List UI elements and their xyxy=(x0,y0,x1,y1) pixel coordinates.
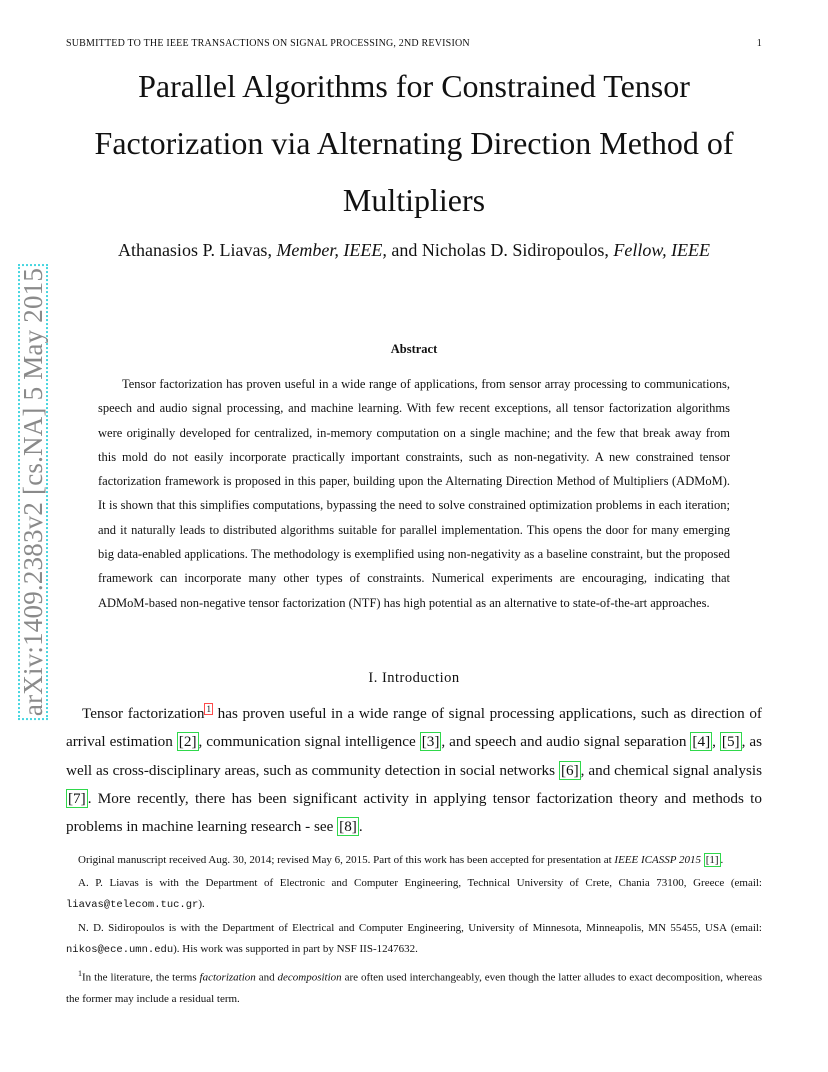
author-1-email: liavas@telecom.tuc.gr xyxy=(66,899,199,911)
running-header xyxy=(66,38,762,52)
citation-link-3[interactable]: [3] xyxy=(421,733,440,751)
intro-text: , xyxy=(712,733,720,751)
intro-text: has proven useful in a wide range of signal processing applications, such as direction of arrival estimation xyxy=(66,705,762,751)
intro-text: , and speech and audio signal separation xyxy=(441,733,691,751)
citation-link-8[interactable]: [8] xyxy=(339,818,357,836)
introduction-paragraph xyxy=(66,700,762,841)
footnote-text: Original manuscript received Aug. 30, 2014; revised May 6, 2015. Part of this work has been accepted for presentation at xyxy=(78,854,615,866)
footnote-venue: IEEE ICASSP 2015 xyxy=(614,854,701,866)
citation-link-5[interactable]: [5] xyxy=(721,733,740,751)
author-line xyxy=(66,240,762,261)
arxiv-stamp-text[interactable]: arXiv:1409.2383v2 [cs.NA] 5 May 2015 xyxy=(18,264,48,720)
intro-text: Tensor factorization xyxy=(82,705,205,722)
footnote-text: . xyxy=(720,854,724,866)
intro-text: , and chemical signal analysis xyxy=(580,761,763,779)
footnote-1 xyxy=(66,963,762,1010)
section-heading-introduction: I. Introduction xyxy=(368,670,460,686)
author-2-role: Fellow, IEEE xyxy=(613,240,711,260)
footnote-text: A. P. Liavas is with the Department of Electronic and Computer Engineering, Technical University of Crete, Chania 73100, Greece (email: xyxy=(78,877,762,889)
citation-link-1[interactable]: [1] xyxy=(705,854,719,866)
author-1: Athanasios P. Liavas, xyxy=(117,240,272,260)
citation-link-7[interactable]: [7] xyxy=(68,789,86,807)
footnote-text: N. D. Sidiropoulos is with the Department of Electrical and Computer Engineering, University of Minnesota, Minneapolis, MN 55455, USA (email: xyxy=(78,922,762,934)
title-line-1: Parallel Algorithms for Constrained Tensor xyxy=(138,68,690,104)
footnote-marker: 1 xyxy=(78,969,82,978)
running-title: SUBMITTED TO THE IEEE TRANSACTIONS ON SIGNAL PROCESSING, 2ND REVISION xyxy=(66,38,470,49)
citation-link-2[interactable]: [2] xyxy=(178,733,197,751)
footnote-author-2 xyxy=(66,918,762,961)
intro-text: . xyxy=(358,818,363,836)
footnote-text: ). xyxy=(198,898,205,910)
intro-text: . More recently, there has been significant activity in applying tensor factorization theory and methods to problems in machine learning research - see xyxy=(66,789,762,836)
intro-text: , as well as cross-disciplinary areas, such as community detection in social networks xyxy=(66,733,763,779)
footnote-link-1[interactable]: 1 xyxy=(206,703,211,714)
footnote-text: are often used interchangeably, even though the latter alludes to exact decomposition, whereas the former may include a residual term. xyxy=(66,971,762,1005)
footnote-term: factorization xyxy=(199,971,256,984)
arxiv-stamp[interactable] xyxy=(18,262,48,722)
citation-link-4[interactable]: [4] xyxy=(692,733,711,751)
author-2-email: nikos@ece.umn.edu xyxy=(66,944,174,956)
abstract-text: Tensor factorization has proven useful in a wide range of applications, from sensor array processing to communications, speech and audio signal processing, and machine learning. With few recent exceptions, all tensor factorization algorithms were originally developed for centralized, in-memory computation on a single machine; and the few that break away from this mold do not easily incorporate practically important constraints, such as non-negativity. A new constrained tensor factorization framework is proposed in this paper, building upon the Alternating Direction Method of Multipliers (ADMoM). It is shown that this simplifies computations, bypassing the need to solve constrained optimization problems in each iteration; and it naturally leads to distributed algorithms suitable for parallel implementation. This opens the door for many emerging big data-enabled applications. The methodology is exemplified using non-negativity as a baseline constraint, but the proposed framework can incorporate many other types of constraints. Numerical experiments are encouraging, indicating that ADMoM-based non-negative tensor factorization (NTF) has high potential as an alternative to state-of-the-art approaches. xyxy=(98,377,730,610)
intro-text: , communication signal intelligence xyxy=(198,733,420,751)
author-1-role: Member, IEEE, xyxy=(276,240,387,260)
footnote-text: In the literature, the terms xyxy=(82,971,200,984)
footnote-author-1 xyxy=(66,873,762,916)
citation-link-6[interactable]: [6] xyxy=(560,761,579,779)
footnote-text: ). His work was supported in part by NSF IIS-1247632. xyxy=(173,943,418,955)
title-line-2: Factorization via Alternating Direction Method of xyxy=(94,125,734,161)
footnote-text: and xyxy=(255,971,278,984)
footnotes xyxy=(66,850,762,1012)
footnote-manuscript xyxy=(66,850,762,871)
footnote-term: decomposition xyxy=(277,971,342,984)
page-number: 1 xyxy=(756,38,762,49)
abstract-heading: Abstract xyxy=(390,342,438,356)
title-line-3: Multipliers xyxy=(342,182,486,218)
paper-title xyxy=(66,58,762,229)
author-2: and Nicholas D. Sidiropoulos, xyxy=(391,240,609,260)
